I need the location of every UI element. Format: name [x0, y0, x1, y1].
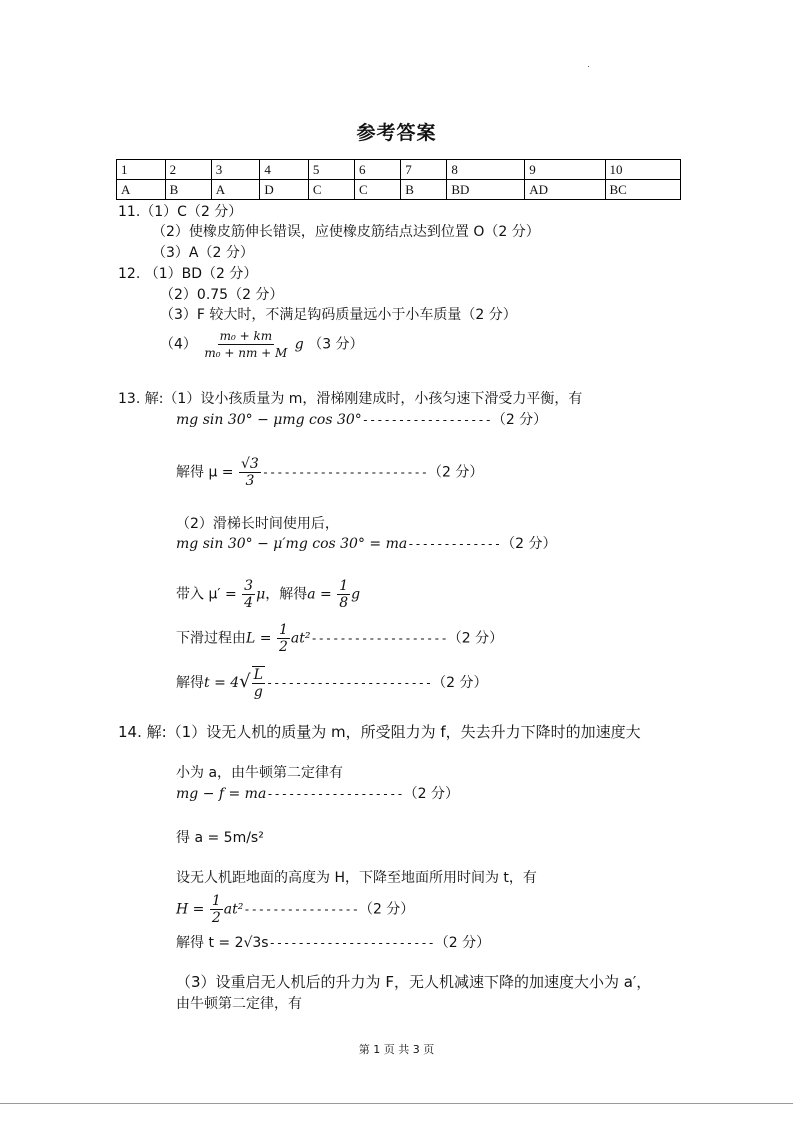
fraction-denominator: 3 [245, 473, 255, 489]
score: （2 分） [434, 935, 491, 951]
q11-line-3: （3）A（2 分） [152, 245, 254, 261]
table-cell: 5 [308, 160, 354, 180]
table-cell: A [117, 180, 166, 200]
score: （2 分） [403, 786, 459, 802]
q11-line-1: 11.（1）C（2 分） [118, 204, 243, 220]
bottom-divider [0, 1103, 793, 1104]
q13-L: L = [246, 630, 272, 647]
q12-l4-prefix: （4） [160, 336, 197, 353]
dash-leader: ---------------- [243, 902, 359, 917]
page-footer: 第 1 页 共 3 页 [358, 1043, 435, 1056]
dash-leader: ------------------- [266, 787, 404, 801]
dash-leader: ----------------------- [265, 676, 433, 690]
q14-line-4: （3）设重启无人机后的升力为 F，无人机减速下降的加速度大小为 a′， [176, 973, 652, 991]
q13-mu: μ [256, 586, 266, 603]
answer-table-numbers-row [117, 160, 681, 180]
table-cell: D [260, 180, 309, 200]
q11-line-2: （2）使橡皮筋伸长错误，应使橡皮筋结点达到位置 O（2 分） [152, 224, 540, 240]
fraction-denominator: m₀ + nm + M [204, 346, 288, 360]
table-cell: 4 [260, 160, 309, 180]
q14-line-5: 由牛顿第二定律，有 [176, 996, 302, 1012]
q13-t-eq: t = 4 [204, 675, 240, 691]
answer-table [116, 159, 681, 200]
answer-table-answers-row [117, 180, 681, 200]
score: （2 分） [432, 675, 488, 691]
fraction-denominator: 8 [339, 595, 349, 611]
q14-eq2-fraction [210, 893, 223, 926]
q13-eq1: mg sin 30° − μmg cos 30° [176, 412, 362, 428]
q13-a: a = [307, 586, 332, 603]
table-cell: 8 [447, 160, 525, 180]
table-cell: 2 [165, 160, 211, 180]
fraction-denominator: 4 [244, 595, 254, 611]
score: （2 分） [501, 536, 557, 552]
q14-eq2-line [176, 893, 414, 926]
q13-sub-prefix: 带入 μ′ = [176, 586, 237, 603]
table-cell: C [355, 180, 401, 200]
q14-line-1: 14. 解:（1）设无人机的质量为 m，所受阻力为 f，失去升力下降时的加速度大 [118, 723, 641, 741]
page-title: 参考答案 [356, 122, 437, 144]
q14-result-1: 得 a = 5m/s² [176, 830, 264, 846]
table-cell: B [401, 180, 447, 200]
q12-fraction [202, 328, 289, 361]
table-cell: BC [605, 180, 681, 200]
table-cell: BD [447, 180, 525, 200]
q12-line-4 [160, 328, 364, 361]
q13-t-fraction [252, 666, 265, 700]
q13-eq1-line [176, 410, 547, 430]
table-cell: B [165, 180, 211, 200]
fraction-numerator: 3 [244, 578, 254, 594]
q13-solve1-fraction [239, 456, 261, 489]
fraction-numerator: 1 [339, 578, 349, 594]
q12-line-3: （3）F 较大时，不满足钩码质量远小于小车质量（2 分） [160, 307, 517, 323]
score: （2 分） [358, 901, 415, 918]
q13-slide-line [176, 622, 503, 655]
q12-l4-score: （3 分） [308, 336, 364, 353]
q13-t-line [176, 666, 487, 700]
q14-eq2-rest: at² [223, 901, 244, 918]
speck [588, 66, 589, 67]
q13-sub-line [176, 578, 360, 611]
dash-leader: ------------------- [310, 631, 448, 646]
q12-line-2: （2）0.75（2 分） [160, 287, 284, 303]
fraction-denominator: g [253, 684, 263, 700]
fraction-denominator: 2 [278, 639, 288, 655]
table-cell: 1 [117, 160, 166, 180]
q13-solve1-line [176, 456, 483, 489]
score: （2 分） [447, 630, 504, 647]
dash-leader: ----------------------- [268, 936, 435, 950]
q13-slide-fraction [277, 622, 290, 655]
table-cell: 7 [401, 160, 447, 180]
fraction-numerator: √3 [241, 456, 259, 472]
dash-leader: ------------------ [361, 413, 492, 427]
table-cell: 3 [211, 160, 260, 180]
q13-part2: （2）滑梯长时间使用后， [176, 516, 339, 532]
q14-result-2-line [176, 933, 490, 953]
table-cell: 6 [355, 160, 401, 180]
table-cell: AD [525, 180, 605, 200]
q14-line-2: 小为 a，由牛顿第二定律有 [176, 765, 344, 781]
q14-line-3: 设无人机距地面的高度为 H，下降至地面所用时间为 t，有 [176, 870, 537, 886]
fraction-numerator: m₀ + km [219, 329, 273, 343]
fraction-numerator: 1 [278, 622, 288, 638]
fraction-numerator: 1 [211, 893, 221, 909]
table-cell: C [308, 180, 354, 200]
table-cell: A [211, 180, 260, 200]
q13-eq2-line [176, 534, 556, 554]
q13-a-fraction [337, 578, 350, 611]
q13-solve1-prefix: 解得 μ = [176, 464, 234, 481]
score: （2 分） [428, 464, 484, 481]
score: （2 分） [491, 412, 548, 428]
fraction-numerator: L [253, 667, 263, 683]
q14-eq1: mg − f = ma [176, 786, 267, 802]
q13-sub-mid: ，解得 [265, 586, 308, 603]
dash-leader: ------------- [407, 537, 502, 551]
q14-H: H = [176, 901, 205, 918]
table-cell: 10 [605, 160, 681, 180]
q12-line-1: 12. （1）BD（2 分） [118, 266, 258, 282]
q13-t-prefix: 解得 [176, 675, 204, 691]
fraction-denominator: 2 [211, 910, 221, 926]
q13-sub-fraction [242, 578, 255, 611]
q13-eq2: mg sin 30° − μ′mg cos 30° = ma [176, 536, 408, 552]
q14-eq1-line [176, 784, 459, 804]
q13-line-1: 13. 解:（1）设小孩质量为 m，滑梯刚建成时，小孩匀速下滑受力平衡，有 [118, 391, 583, 407]
q14-result-2: 解得 t = 2√3s [176, 935, 269, 951]
table-cell: 9 [525, 160, 605, 180]
dash-leader: ----------------------- [261, 465, 428, 480]
q12-g: g [294, 336, 304, 353]
q13-slide-rest: at² [290, 630, 311, 647]
q13-g: g [351, 586, 361, 603]
q13-slide-prefix: 下滑过程由 [176, 630, 246, 647]
sqrt-icon: √ [239, 671, 251, 692]
